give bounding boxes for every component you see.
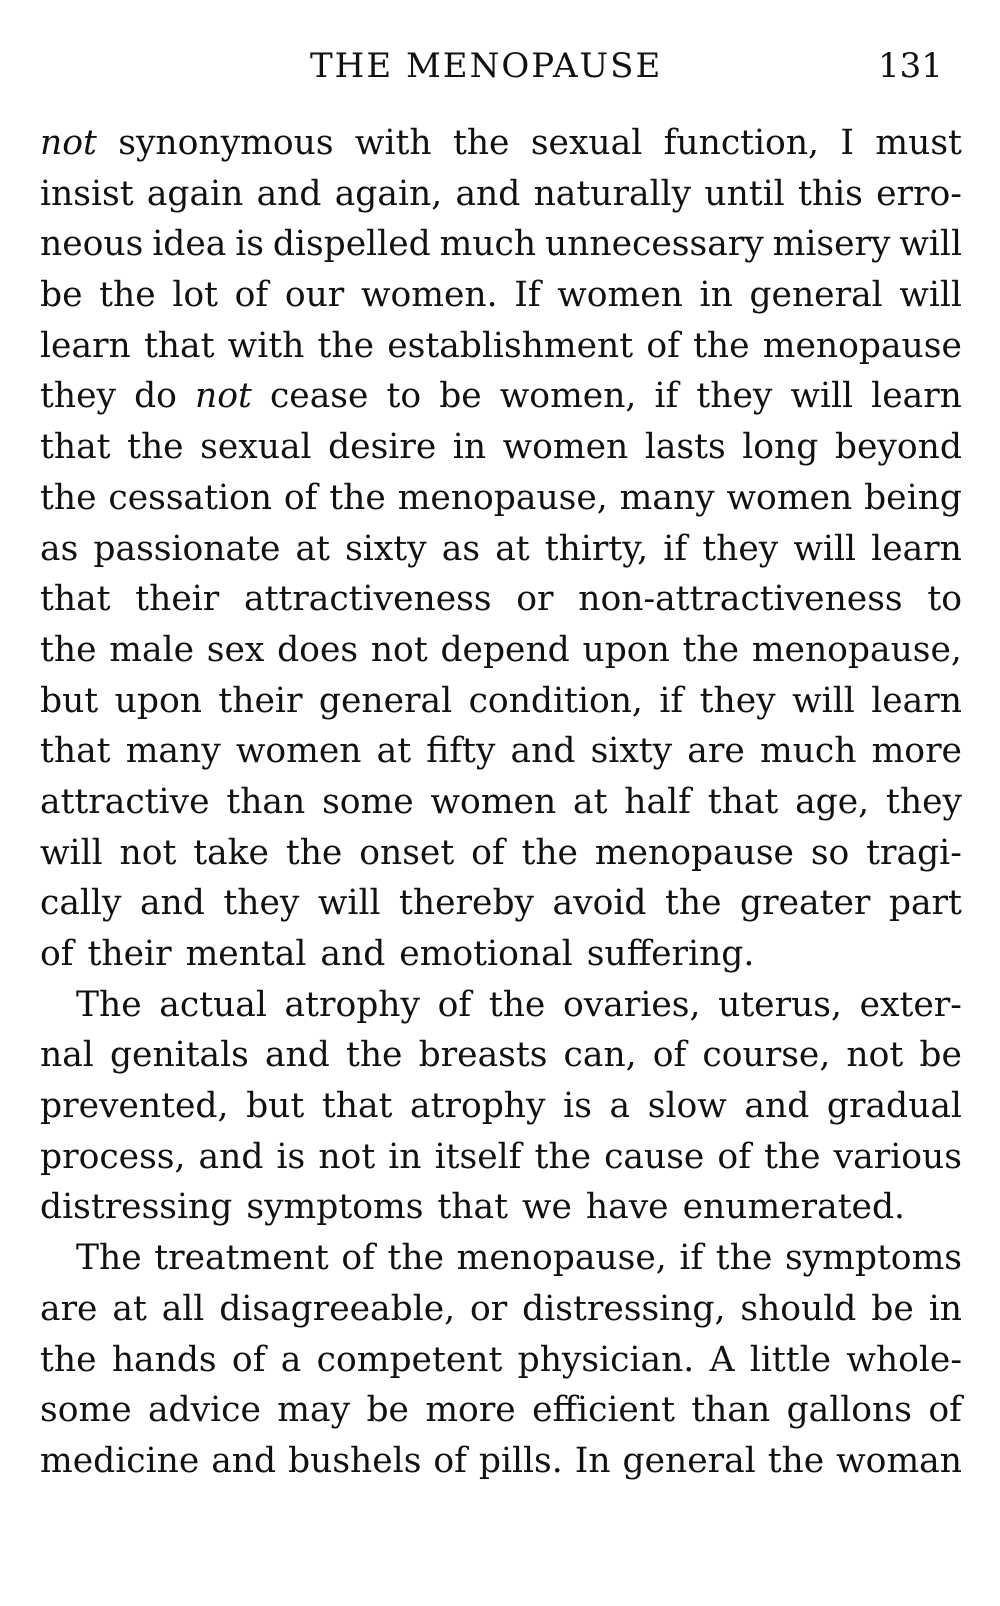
word: to	[386, 376, 422, 417]
word: not	[119, 832, 177, 873]
word: the	[40, 629, 97, 670]
word: thereby	[399, 883, 535, 924]
word: they	[223, 883, 300, 924]
word: passionate	[93, 528, 281, 569]
word: onset	[359, 832, 455, 873]
word: attractive	[40, 781, 210, 822]
word: enumerated.	[682, 1187, 905, 1228]
word: lot	[172, 275, 218, 316]
word: medicine	[40, 1440, 200, 1481]
text-line	[40, 625, 962, 676]
word: misery	[772, 224, 891, 265]
word: learn	[40, 325, 131, 366]
word: in	[452, 427, 487, 468]
word: depend	[440, 629, 570, 670]
paragraph	[40, 980, 962, 1233]
word: of	[341, 1238, 375, 1279]
word: a	[609, 1086, 631, 1127]
word: insist	[40, 173, 134, 214]
word: general	[749, 275, 883, 316]
word: the	[99, 275, 156, 316]
word: atrophy	[284, 984, 421, 1025]
word: non-attractiveness	[578, 579, 903, 620]
text-line	[40, 371, 962, 422]
text-line	[40, 929, 962, 980]
word: of	[646, 325, 680, 366]
word: but	[246, 1086, 305, 1127]
word: disagreeable,	[219, 1288, 456, 1329]
word: sexual	[530, 123, 643, 163]
word: in	[928, 1288, 962, 1329]
word: at	[573, 781, 608, 822]
word: and	[264, 1035, 330, 1076]
word: The	[76, 1238, 142, 1279]
word: cally	[40, 883, 122, 924]
word: synonymous	[118, 123, 334, 163]
word: women,	[499, 376, 637, 417]
word: menopause	[762, 325, 962, 366]
word: the	[329, 477, 386, 518]
word: will	[899, 224, 962, 265]
word: if	[659, 680, 684, 721]
page-number: 131	[878, 46, 943, 86]
word: efficient	[532, 1390, 675, 1431]
word: so	[810, 832, 850, 873]
word: dispelled	[272, 224, 431, 265]
word: and	[455, 173, 521, 214]
word: and	[744, 1086, 810, 1127]
word: the	[767, 1440, 825, 1481]
text-line	[40, 1182, 962, 1233]
word: this	[797, 173, 863, 214]
word: that	[143, 325, 215, 366]
word: naturally	[533, 173, 692, 214]
word: until	[704, 173, 785, 214]
word: age,	[795, 781, 870, 822]
paragraph	[40, 1233, 962, 1486]
text-line	[40, 828, 962, 879]
word: of	[433, 1440, 467, 1481]
word: of	[471, 832, 505, 873]
word: more	[871, 731, 962, 772]
word: will	[793, 528, 857, 569]
word: or	[516, 579, 554, 620]
text-line	[40, 321, 962, 372]
word: atrophy	[410, 1086, 546, 1127]
word: will	[317, 883, 381, 924]
word: mental	[185, 934, 307, 974]
word: many	[619, 477, 715, 518]
word: of	[234, 275, 269, 316]
word: process,	[40, 1136, 186, 1177]
word: and	[198, 1136, 264, 1177]
word: cause	[604, 1136, 705, 1177]
word: and	[510, 731, 576, 772]
word: their	[87, 934, 172, 974]
word: in	[388, 1136, 422, 1177]
word: little	[749, 1339, 832, 1380]
word: not	[318, 1136, 376, 1177]
word: the	[317, 325, 375, 366]
word: various	[833, 1136, 962, 1177]
word: should	[740, 1288, 857, 1329]
word: be	[871, 1288, 914, 1329]
text-line	[40, 1233, 962, 1284]
word: than	[691, 1390, 771, 1431]
word: uterus,	[718, 984, 842, 1025]
word: I	[840, 123, 855, 163]
word: and	[211, 1440, 277, 1481]
word: learn	[871, 376, 962, 417]
word: have	[585, 1187, 669, 1228]
word: they	[886, 781, 962, 822]
word: that	[40, 731, 111, 772]
word: at	[295, 528, 330, 569]
word: erro-	[876, 173, 962, 214]
word: In	[574, 1440, 611, 1481]
word: the	[285, 832, 343, 873]
word: condition,	[468, 680, 643, 721]
word: the	[488, 984, 546, 1025]
text-line	[40, 1385, 962, 1436]
word: tragi-	[866, 832, 962, 873]
word: exter-	[859, 984, 962, 1025]
word: competent	[316, 1339, 503, 1380]
word: but	[40, 680, 99, 721]
word: unnecessary	[544, 224, 764, 265]
word: our	[284, 275, 345, 316]
word: of	[928, 1390, 962, 1431]
text-line	[40, 169, 962, 220]
word: A	[709, 1339, 735, 1380]
word: breasts	[418, 1035, 548, 1076]
word: lasts	[644, 427, 726, 468]
word: whole-	[846, 1339, 962, 1380]
word: nal	[40, 1035, 94, 1076]
word: with	[354, 123, 432, 163]
word: treatment	[154, 1238, 329, 1279]
word: if	[654, 376, 679, 417]
word: more	[425, 1390, 516, 1431]
word: is	[276, 1136, 306, 1177]
word: be	[919, 1035, 962, 1076]
word: the	[534, 1136, 592, 1177]
word: at	[495, 528, 530, 569]
word: and	[320, 934, 386, 974]
word: not	[846, 1035, 904, 1076]
word: will	[792, 680, 855, 721]
text-line	[40, 219, 962, 270]
emphasized-word: not	[40, 123, 97, 163]
word: establishment	[387, 325, 634, 366]
word: again	[146, 173, 244, 214]
word: may	[277, 1390, 351, 1431]
text-line	[40, 1335, 962, 1386]
word: they	[702, 528, 779, 569]
text-line	[40, 422, 962, 473]
word: women.	[360, 275, 498, 316]
word: their	[218, 680, 303, 721]
word: at	[376, 731, 412, 772]
word: or	[470, 1288, 508, 1329]
text-line	[40, 473, 962, 524]
word: women	[235, 731, 362, 772]
running-head-title: THE MENOPAUSE	[310, 46, 663, 86]
word: menopause,	[397, 477, 608, 518]
word: be	[439, 376, 482, 417]
word: the	[127, 427, 184, 468]
word: suffering.	[586, 934, 755, 974]
word: the	[764, 1136, 821, 1177]
word: the	[387, 1238, 445, 1279]
word: some	[40, 1390, 132, 1431]
word: and	[139, 883, 205, 924]
word: that	[40, 427, 111, 468]
text-line	[40, 980, 962, 1031]
word: hands	[111, 1339, 217, 1380]
text-line	[40, 676, 962, 727]
word: some	[322, 781, 414, 822]
word: to	[927, 579, 962, 620]
word: pills.	[478, 1440, 563, 1481]
word: again,	[334, 173, 443, 214]
word: upon	[114, 680, 202, 721]
word: advice	[147, 1390, 261, 1431]
word: function,	[663, 123, 820, 163]
word: of	[231, 1339, 266, 1380]
word: actual	[159, 984, 267, 1025]
word: sixty	[345, 528, 427, 569]
word: beyond	[834, 427, 962, 468]
word: much	[439, 224, 537, 265]
word: the	[665, 883, 722, 924]
word: we	[521, 1187, 572, 1228]
word: women	[430, 781, 557, 822]
word: attractiveness	[244, 579, 492, 620]
word: of	[717, 1136, 751, 1177]
word: are	[40, 1288, 98, 1329]
word: part	[888, 883, 962, 924]
word: symptoms	[246, 1187, 424, 1228]
word: male	[109, 629, 194, 670]
word: ovaries,	[563, 984, 701, 1025]
word: of	[283, 477, 318, 518]
word: that	[437, 1187, 508, 1228]
word: can,	[563, 1035, 637, 1076]
text-line	[40, 270, 962, 321]
word: emotional	[399, 934, 573, 974]
text-line	[40, 524, 962, 575]
word: are	[687, 731, 745, 772]
word: the	[452, 123, 510, 163]
word: If	[514, 275, 541, 316]
word: much	[759, 731, 857, 772]
word: The	[76, 984, 142, 1025]
text-line	[40, 726, 962, 777]
word: desire	[328, 427, 437, 468]
word: of	[40, 934, 74, 974]
word: the	[345, 1035, 403, 1076]
word: cease	[269, 376, 369, 417]
word: is	[235, 224, 264, 265]
word: sexual	[200, 427, 312, 468]
word: that	[321, 1086, 393, 1127]
word: does	[277, 629, 359, 670]
word: distressing,	[522, 1288, 726, 1329]
word: and	[256, 173, 322, 214]
word: menopause,	[456, 1238, 667, 1279]
word: course,	[702, 1035, 831, 1076]
word: if	[679, 1238, 704, 1279]
word: itself	[434, 1136, 522, 1177]
word: the	[693, 325, 750, 366]
paragraph	[40, 118, 962, 980]
text-line	[40, 574, 962, 625]
word: gallons	[786, 1390, 912, 1431]
body-text	[40, 118, 962, 1487]
text-line	[40, 1436, 962, 1487]
word: slow	[647, 1086, 727, 1127]
word: must	[875, 123, 962, 163]
word: avoid	[552, 883, 647, 924]
word: general	[622, 1440, 756, 1481]
word: sixty	[590, 731, 673, 772]
word: do	[134, 376, 177, 417]
word: symptoms	[784, 1238, 962, 1279]
word: as	[40, 528, 79, 569]
emphasized-word: not	[195, 376, 252, 417]
word: if	[663, 528, 688, 569]
word: than	[226, 781, 306, 822]
word: the	[40, 1339, 97, 1380]
word: the	[521, 832, 578, 873]
word: bushels	[288, 1440, 422, 1481]
word: thirty,	[544, 528, 649, 569]
word: be	[40, 275, 83, 316]
word: long	[742, 427, 819, 468]
word: they	[696, 376, 773, 417]
word: that	[707, 781, 779, 822]
word: will	[899, 275, 962, 316]
word: the	[682, 629, 740, 670]
word: fifty	[426, 731, 496, 772]
word: the	[40, 477, 97, 518]
word: learn	[871, 680, 962, 721]
text-line	[40, 878, 962, 929]
word: not	[370, 629, 428, 670]
word: genitals	[109, 1035, 249, 1076]
text-line	[40, 118, 962, 169]
word: idea	[152, 224, 227, 265]
text-line	[40, 1132, 962, 1183]
text-line	[40, 1284, 962, 1335]
text-line	[40, 1030, 962, 1081]
word: that	[40, 579, 111, 620]
word: woman	[836, 1440, 962, 1481]
word: general	[318, 680, 453, 721]
text-line	[40, 1081, 962, 1132]
word: upon	[582, 629, 670, 670]
word: sex	[206, 629, 265, 670]
word: prevented,	[40, 1086, 229, 1127]
word: of	[652, 1035, 687, 1076]
word: physician.	[517, 1339, 695, 1380]
word: a	[280, 1339, 302, 1380]
word: they	[699, 680, 776, 721]
word: the	[715, 1238, 773, 1279]
word: learn	[871, 528, 962, 569]
word: greater	[740, 883, 871, 924]
word: half	[624, 781, 691, 822]
word: menopause,	[751, 629, 962, 670]
word: women	[557, 275, 683, 316]
word: all	[161, 1288, 205, 1329]
word: of	[437, 984, 472, 1025]
word: women	[726, 477, 853, 518]
word: as	[441, 528, 481, 569]
word: at	[112, 1288, 147, 1329]
word: being	[864, 477, 962, 518]
word: their	[135, 579, 220, 620]
word: be	[366, 1390, 409, 1431]
word: cessation	[108, 477, 272, 518]
word: will	[40, 832, 103, 873]
word: gradual	[826, 1086, 962, 1127]
word: many	[125, 731, 221, 772]
word: take	[193, 832, 269, 873]
word: women	[502, 427, 629, 468]
word: will	[790, 376, 854, 417]
word: with	[227, 325, 305, 366]
word: neous	[40, 224, 144, 265]
word: is	[563, 1086, 592, 1127]
word: distressing	[40, 1187, 233, 1228]
text-line	[40, 777, 962, 828]
word: they	[40, 376, 116, 417]
word: in	[699, 275, 733, 316]
word: menopause	[594, 832, 794, 873]
